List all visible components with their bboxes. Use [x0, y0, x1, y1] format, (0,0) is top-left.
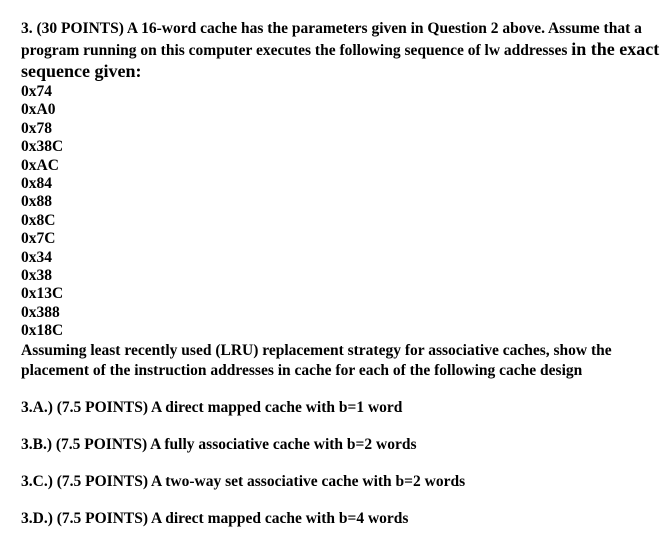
question-intro — [21, 19, 661, 83]
address-item: 0x78 — [21, 119, 52, 137]
address-item: 0x34 — [21, 248, 52, 266]
instructions-paragraph: Assuming least recently used (LRU) replacement strategy for associative caches, show the placement of the instruction addresses in cache for each of the following cache design — [21, 341, 612, 379]
address-item: 0x74 — [21, 83, 52, 100]
address-item: 0x38 — [21, 267, 52, 285]
address-item: 0x84 — [21, 175, 52, 193]
address-list — [21, 83, 661, 341]
subquestion-3d: 3.D.) (7.5 POINTS) A direct mapped cache with b=4 words — [21, 509, 409, 527]
subquestion-3a: 3.A.) (7.5 POINTS) A direct mapped cache with b=1 word — [21, 398, 403, 416]
subquestion-3c: 3.C.) (7.5 POINTS) A two-way set associative cache with b=2 words — [21, 472, 466, 490]
address-item: 0x7C — [21, 230, 56, 248]
subquestion-3b: 3.B.) (7.5 POINTS) A fully associative cache with b=2 words — [21, 435, 417, 453]
address-item: 0x88 — [21, 193, 52, 211]
address-item: 0x13C — [21, 285, 64, 303]
address-item: 0xA0 — [21, 101, 56, 119]
address-item: 0x38C — [21, 138, 64, 156]
question-intro-emphasis: in the exact sequence given: — [21, 39, 660, 81]
address-item: 0xAC — [21, 156, 59, 174]
address-item: 0x8C — [21, 211, 56, 229]
address-item: 0x388 — [21, 303, 60, 321]
question-intro-text: 3. (30 POINTS) A 16-word cache has the parameters given in Question 2 above. Assume that a program running on this computer executes the following sequence of lw addresses — [21, 20, 642, 59]
address-item: 0x18C — [21, 322, 64, 340]
document-page — [21, 19, 661, 529]
